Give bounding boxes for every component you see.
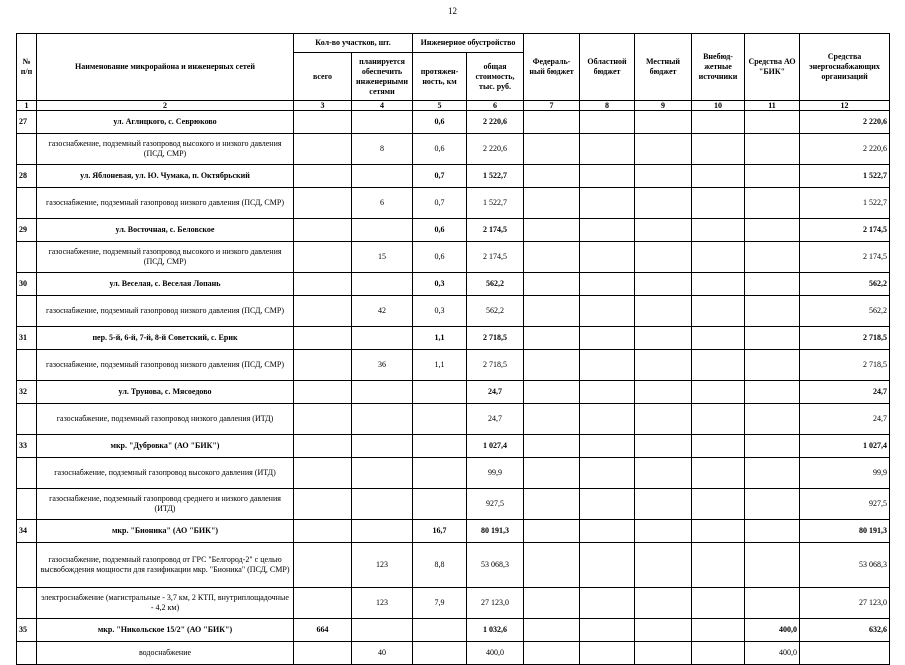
cell-plots-planned xyxy=(352,273,413,296)
cell-name: газоснабжение, подземный газопровод высокого и низкого давления (ПСД, СМР) xyxy=(37,134,294,165)
cell-extra xyxy=(692,458,745,489)
cell-regional xyxy=(580,111,635,134)
table-group-row xyxy=(17,219,890,242)
header-row-top xyxy=(17,34,890,53)
cell-num: 29 xyxy=(17,219,37,242)
cell-name: электроснабжение (магистральные - 3,7 км, 2 КТП, внутриплощадочные - 4,2 км) xyxy=(37,588,294,619)
cell-length: 0,6 xyxy=(413,242,467,273)
cell-num xyxy=(17,188,37,219)
cell-bik: 400,0 xyxy=(745,619,800,642)
cell-extra xyxy=(692,435,745,458)
cell-regional xyxy=(580,242,635,273)
cell-local xyxy=(635,296,692,327)
cell-num xyxy=(17,543,37,588)
cell-plots-total xyxy=(294,404,352,435)
table-group-row xyxy=(17,381,890,404)
cell-num xyxy=(17,642,37,665)
cell-extra xyxy=(692,489,745,520)
cell-length xyxy=(413,489,467,520)
cell-energy: 2 174,5 xyxy=(800,219,890,242)
cell-plots-total xyxy=(294,642,352,665)
cell-plots-planned: 6 xyxy=(352,188,413,219)
cell-local xyxy=(635,134,692,165)
cell-plots-planned xyxy=(352,458,413,489)
cell-local xyxy=(635,111,692,134)
cell-federal xyxy=(524,489,580,520)
cell-cost: 1 522,7 xyxy=(467,165,524,188)
table-group-row xyxy=(17,165,890,188)
cell-energy: 1 522,7 xyxy=(800,188,890,219)
cell-regional xyxy=(580,543,635,588)
table-sub-row xyxy=(17,404,890,435)
cell-plots-planned xyxy=(352,404,413,435)
cell-bik xyxy=(745,273,800,296)
cell-bik xyxy=(745,242,800,273)
cell-plots-total xyxy=(294,134,352,165)
cell-federal xyxy=(524,165,580,188)
cell-extra xyxy=(692,242,745,273)
cell-plots-planned xyxy=(352,165,413,188)
cell-length: 1,1 xyxy=(413,327,467,350)
cell-plots-planned: 123 xyxy=(352,588,413,619)
cell-local xyxy=(635,404,692,435)
cell-name: ул. Яблоневая, ул. Ю. Чумака, п. Октябрьский xyxy=(37,165,294,188)
col-number: 4 xyxy=(352,101,413,111)
cell-cost: 24,7 xyxy=(467,381,524,404)
cell-plots-planned: 8 xyxy=(352,134,413,165)
cell-energy: 2 718,5 xyxy=(800,350,890,381)
table-sub-row xyxy=(17,458,890,489)
cell-cost: 2 220,6 xyxy=(467,111,524,134)
cell-plots-total xyxy=(294,327,352,350)
cell-local xyxy=(635,381,692,404)
cell-plots-planned: 36 xyxy=(352,350,413,381)
cell-name: газоснабжение, подземный газопровод низкого давления (ПСД, СМР) xyxy=(37,188,294,219)
cell-plots-planned xyxy=(352,619,413,642)
cell-federal xyxy=(524,642,580,665)
cell-length: 0,7 xyxy=(413,188,467,219)
cell-length xyxy=(413,435,467,458)
cell-regional xyxy=(580,404,635,435)
cell-local xyxy=(635,588,692,619)
cell-federal xyxy=(524,588,580,619)
cell-bik xyxy=(745,219,800,242)
cell-plots-total xyxy=(294,435,352,458)
cell-plots-total: 664 xyxy=(294,619,352,642)
cell-local xyxy=(635,520,692,543)
col-number: 1 xyxy=(17,101,37,111)
cell-plots-total xyxy=(294,543,352,588)
cell-plots-planned xyxy=(352,111,413,134)
cell-name: газоснабжение, подземный газопровод высокого и низкого давления (ПСД, СМР) xyxy=(37,242,294,273)
cell-extra xyxy=(692,381,745,404)
cell-num: 35 xyxy=(17,619,37,642)
cell-num: 34 xyxy=(17,520,37,543)
header-regional: Областной бюджет xyxy=(580,34,635,101)
header-extra: Внебюд-жетные источники xyxy=(692,34,745,101)
header-federal: Федераль-ный бюджет xyxy=(524,34,580,101)
cell-federal xyxy=(524,219,580,242)
cell-bik xyxy=(745,327,800,350)
cell-name: мкр. "Никольское 15/2" (АО "БИК") xyxy=(37,619,294,642)
cell-federal xyxy=(524,350,580,381)
cell-local xyxy=(635,642,692,665)
col-number: 3 xyxy=(294,101,352,111)
cell-length xyxy=(413,458,467,489)
cell-regional xyxy=(580,520,635,543)
header-eng-group: Инженерное обустройство xyxy=(413,34,524,53)
cell-local xyxy=(635,458,692,489)
cell-local xyxy=(635,242,692,273)
cell-cost: 2 174,5 xyxy=(467,242,524,273)
page-number: 12 xyxy=(448,6,457,16)
cell-local xyxy=(635,273,692,296)
header-plots-group: Кол-во участков, шт. xyxy=(294,34,413,53)
cell-federal xyxy=(524,458,580,489)
cell-plots-planned: 40 xyxy=(352,642,413,665)
cell-regional xyxy=(580,273,635,296)
cell-cost: 1 032,6 xyxy=(467,619,524,642)
cell-extra xyxy=(692,296,745,327)
table-group-row xyxy=(17,520,890,543)
cell-federal xyxy=(524,273,580,296)
cell-regional xyxy=(580,327,635,350)
cell-name: газоснабжение, подземный газопровод низкого давления (ИТД) xyxy=(37,404,294,435)
table-sub-row xyxy=(17,543,890,588)
cell-bik xyxy=(745,435,800,458)
table-group-row xyxy=(17,273,890,296)
cell-federal xyxy=(524,381,580,404)
table-sub-row xyxy=(17,188,890,219)
cell-num xyxy=(17,404,37,435)
cell-regional xyxy=(580,435,635,458)
cell-name: пер. 5-й, 6-й, 7-й, 8-й Советский, с. Ерик xyxy=(37,327,294,350)
cell-extra xyxy=(692,642,745,665)
cell-plots-total xyxy=(294,273,352,296)
cell-cost: 80 191,3 xyxy=(467,520,524,543)
cell-bik xyxy=(745,165,800,188)
cell-plots-total xyxy=(294,381,352,404)
cell-cost: 2 220,6 xyxy=(467,134,524,165)
cell-bik xyxy=(745,381,800,404)
cell-extra xyxy=(692,219,745,242)
table-sub-row xyxy=(17,350,890,381)
cell-plots-total xyxy=(294,588,352,619)
cell-length: 0,6 xyxy=(413,134,467,165)
cell-energy: 24,7 xyxy=(800,381,890,404)
cell-num xyxy=(17,489,37,520)
header-bik: Средства АО "БИК" xyxy=(745,34,800,101)
cell-regional xyxy=(580,296,635,327)
cell-length: 0,6 xyxy=(413,219,467,242)
cell-energy: 1 522,7 xyxy=(800,165,890,188)
header-num: № п/п xyxy=(17,34,37,101)
cell-local xyxy=(635,543,692,588)
cell-cost: 400,0 xyxy=(467,642,524,665)
cell-extra xyxy=(692,273,745,296)
column-numbers-row xyxy=(17,101,890,111)
table-sub-row xyxy=(17,296,890,327)
header-name: Наименование микрорайона и инженерных сетей xyxy=(37,34,294,101)
cell-length: 0,3 xyxy=(413,296,467,327)
cell-local xyxy=(635,165,692,188)
cell-length: 1,1 xyxy=(413,350,467,381)
cell-energy: 1 027,4 xyxy=(800,435,890,458)
cell-bik xyxy=(745,458,800,489)
cell-extra xyxy=(692,404,745,435)
cell-plots-planned xyxy=(352,219,413,242)
cell-cost: 24,7 xyxy=(467,404,524,435)
cell-bik xyxy=(745,489,800,520)
cell-local xyxy=(635,219,692,242)
cell-length: 0,3 xyxy=(413,273,467,296)
cell-name: ул. Восточная, с. Беловское xyxy=(37,219,294,242)
cell-regional xyxy=(580,619,635,642)
cell-federal xyxy=(524,543,580,588)
cell-num xyxy=(17,134,37,165)
cell-plots-planned xyxy=(352,435,413,458)
cell-cost: 1 522,7 xyxy=(467,188,524,219)
cell-bik xyxy=(745,404,800,435)
cell-num xyxy=(17,588,37,619)
cell-energy: 2 718,5 xyxy=(800,327,890,350)
cell-num xyxy=(17,242,37,273)
cell-extra xyxy=(692,350,745,381)
cell-energy xyxy=(800,642,890,665)
cell-bik xyxy=(745,588,800,619)
cell-federal xyxy=(524,404,580,435)
col-number: 12 xyxy=(800,101,890,111)
cell-plots-total xyxy=(294,296,352,327)
cell-federal xyxy=(524,619,580,642)
cell-plots-total xyxy=(294,458,352,489)
cell-federal xyxy=(524,111,580,134)
cell-plots-planned xyxy=(352,489,413,520)
col-number: 7 xyxy=(524,101,580,111)
cell-cost: 1 027,4 xyxy=(467,435,524,458)
cell-energy: 24,7 xyxy=(800,404,890,435)
cell-cost: 562,2 xyxy=(467,296,524,327)
cell-extra xyxy=(692,134,745,165)
cell-length: 16,7 xyxy=(413,520,467,543)
cell-bik: 400,0 xyxy=(745,642,800,665)
cell-bik xyxy=(745,111,800,134)
cell-federal xyxy=(524,134,580,165)
cell-name: ул. Трунова, с. Мясоедово xyxy=(37,381,294,404)
cell-name: газоснабжение, подземный газопровод от ГРС "Белгород-2" с целью высвобождения мощности для газификации мкр. "Бионика" (ПСД, СМР) xyxy=(37,543,294,588)
cell-cost: 562,2 xyxy=(467,273,524,296)
cell-plots-planned: 42 xyxy=(352,296,413,327)
cell-length: 8,8 xyxy=(413,543,467,588)
cell-extra xyxy=(692,165,745,188)
cell-federal xyxy=(524,435,580,458)
cell-num: 28 xyxy=(17,165,37,188)
investment-table xyxy=(16,33,890,665)
cell-num xyxy=(17,350,37,381)
cell-energy: 2 220,6 xyxy=(800,111,890,134)
cell-name: мкр. "Дубровка" (АО "БИК") xyxy=(37,435,294,458)
cell-federal xyxy=(524,327,580,350)
cell-energy: 562,2 xyxy=(800,296,890,327)
cell-num: 33 xyxy=(17,435,37,458)
cell-regional xyxy=(580,458,635,489)
cell-name: газоснабжение, подземный газопровод среднего и низкого давления (ИТД) xyxy=(37,489,294,520)
cell-cost: 2 174,5 xyxy=(467,219,524,242)
cell-energy: 27 123,0 xyxy=(800,588,890,619)
table-group-row xyxy=(17,435,890,458)
table-sub-row xyxy=(17,588,890,619)
cell-plots-planned: 123 xyxy=(352,543,413,588)
cell-plots-planned: 15 xyxy=(352,242,413,273)
cell-energy: 80 191,3 xyxy=(800,520,890,543)
cell-plots-total xyxy=(294,219,352,242)
cell-plots-planned xyxy=(352,327,413,350)
cell-num xyxy=(17,296,37,327)
cell-extra xyxy=(692,188,745,219)
cell-cost: 927,5 xyxy=(467,489,524,520)
cell-regional xyxy=(580,588,635,619)
cell-plots-total xyxy=(294,350,352,381)
cell-length xyxy=(413,619,467,642)
col-number: 6 xyxy=(467,101,524,111)
cell-energy: 53 068,3 xyxy=(800,543,890,588)
cell-local xyxy=(635,327,692,350)
header-plots-planned: планируется обеспечить инженерными сетями xyxy=(352,53,413,101)
cell-federal xyxy=(524,296,580,327)
cell-num: 30 xyxy=(17,273,37,296)
cell-plots-total xyxy=(294,242,352,273)
cell-name: водоснабжение xyxy=(37,642,294,665)
cell-name: ул. Веселая, с. Веселая Лопань xyxy=(37,273,294,296)
cell-num xyxy=(17,458,37,489)
table-sub-row xyxy=(17,242,890,273)
cell-bik xyxy=(745,296,800,327)
table-sub-row xyxy=(17,642,890,665)
cell-energy: 632,6 xyxy=(800,619,890,642)
cell-energy: 99,9 xyxy=(800,458,890,489)
cell-local xyxy=(635,350,692,381)
cell-num: 27 xyxy=(17,111,37,134)
cell-name: мкр. "Бионика" (АО "БИК") xyxy=(37,520,294,543)
cell-cost: 99,9 xyxy=(467,458,524,489)
cell-length xyxy=(413,404,467,435)
cell-extra xyxy=(692,111,745,134)
cell-length: 0,6 xyxy=(413,111,467,134)
cell-num: 31 xyxy=(17,327,37,350)
cell-plots-total xyxy=(294,188,352,219)
header-local: Местный бюджет xyxy=(635,34,692,101)
header-plots-total: всего xyxy=(294,53,352,101)
cell-energy: 562,2 xyxy=(800,273,890,296)
cell-cost: 2 718,5 xyxy=(467,327,524,350)
cell-bik xyxy=(745,188,800,219)
cell-federal xyxy=(524,188,580,219)
cell-cost: 53 068,3 xyxy=(467,543,524,588)
cell-cost: 27 123,0 xyxy=(467,588,524,619)
cell-local xyxy=(635,619,692,642)
cell-energy: 2 174,5 xyxy=(800,242,890,273)
header-cost: общая стоимость, тыс. руб. xyxy=(467,53,524,101)
col-number: 2 xyxy=(37,101,294,111)
cell-regional xyxy=(580,642,635,665)
cell-local xyxy=(635,435,692,458)
cell-extra xyxy=(692,543,745,588)
cell-plots-planned xyxy=(352,381,413,404)
cell-cost: 2 718,5 xyxy=(467,350,524,381)
cell-regional xyxy=(580,381,635,404)
table-group-row xyxy=(17,111,890,134)
cell-num: 32 xyxy=(17,381,37,404)
cell-length: 0,7 xyxy=(413,165,467,188)
cell-plots-total xyxy=(294,165,352,188)
table-group-row xyxy=(17,327,890,350)
col-number: 11 xyxy=(745,101,800,111)
cell-energy: 2 220,6 xyxy=(800,134,890,165)
cell-regional xyxy=(580,219,635,242)
col-number: 5 xyxy=(413,101,467,111)
cell-extra xyxy=(692,520,745,543)
cell-federal xyxy=(524,242,580,273)
col-number: 9 xyxy=(635,101,692,111)
cell-length: 7,9 xyxy=(413,588,467,619)
cell-plots-total xyxy=(294,111,352,134)
cell-regional xyxy=(580,188,635,219)
cell-regional xyxy=(580,165,635,188)
table-group-row xyxy=(17,619,890,642)
header-energy: Средства энергоснабжающих организаций xyxy=(800,34,890,101)
col-number: 10 xyxy=(692,101,745,111)
cell-name: газоснабжение, подземный газопровод высокого давления (ИТД) xyxy=(37,458,294,489)
cell-local xyxy=(635,188,692,219)
cell-bik xyxy=(745,134,800,165)
cell-federal xyxy=(524,520,580,543)
col-number: 8 xyxy=(580,101,635,111)
cell-regional xyxy=(580,489,635,520)
table-sub-row xyxy=(17,489,890,520)
cell-length xyxy=(413,381,467,404)
cell-extra xyxy=(692,619,745,642)
cell-bik xyxy=(745,350,800,381)
cell-length xyxy=(413,642,467,665)
cell-name: газоснабжение, подземный газопровод низкого давления (ПСД, СМР) xyxy=(37,296,294,327)
cell-bik xyxy=(745,520,800,543)
cell-plots-total xyxy=(294,520,352,543)
table-body xyxy=(17,111,890,665)
cell-regional xyxy=(580,350,635,381)
cell-name: ул. Аглицкого, с. Севрюково xyxy=(37,111,294,134)
cell-plots-total xyxy=(294,489,352,520)
table-sub-row xyxy=(17,134,890,165)
cell-extra xyxy=(692,588,745,619)
cell-local xyxy=(635,489,692,520)
header-length: протяжен-ность, км xyxy=(413,53,467,101)
cell-regional xyxy=(580,134,635,165)
cell-extra xyxy=(692,327,745,350)
cell-name: газоснабжение, подземный газопровод низкого давления (ПСД, СМР) xyxy=(37,350,294,381)
cell-plots-planned xyxy=(352,520,413,543)
cell-energy: 927,5 xyxy=(800,489,890,520)
cell-bik xyxy=(745,543,800,588)
